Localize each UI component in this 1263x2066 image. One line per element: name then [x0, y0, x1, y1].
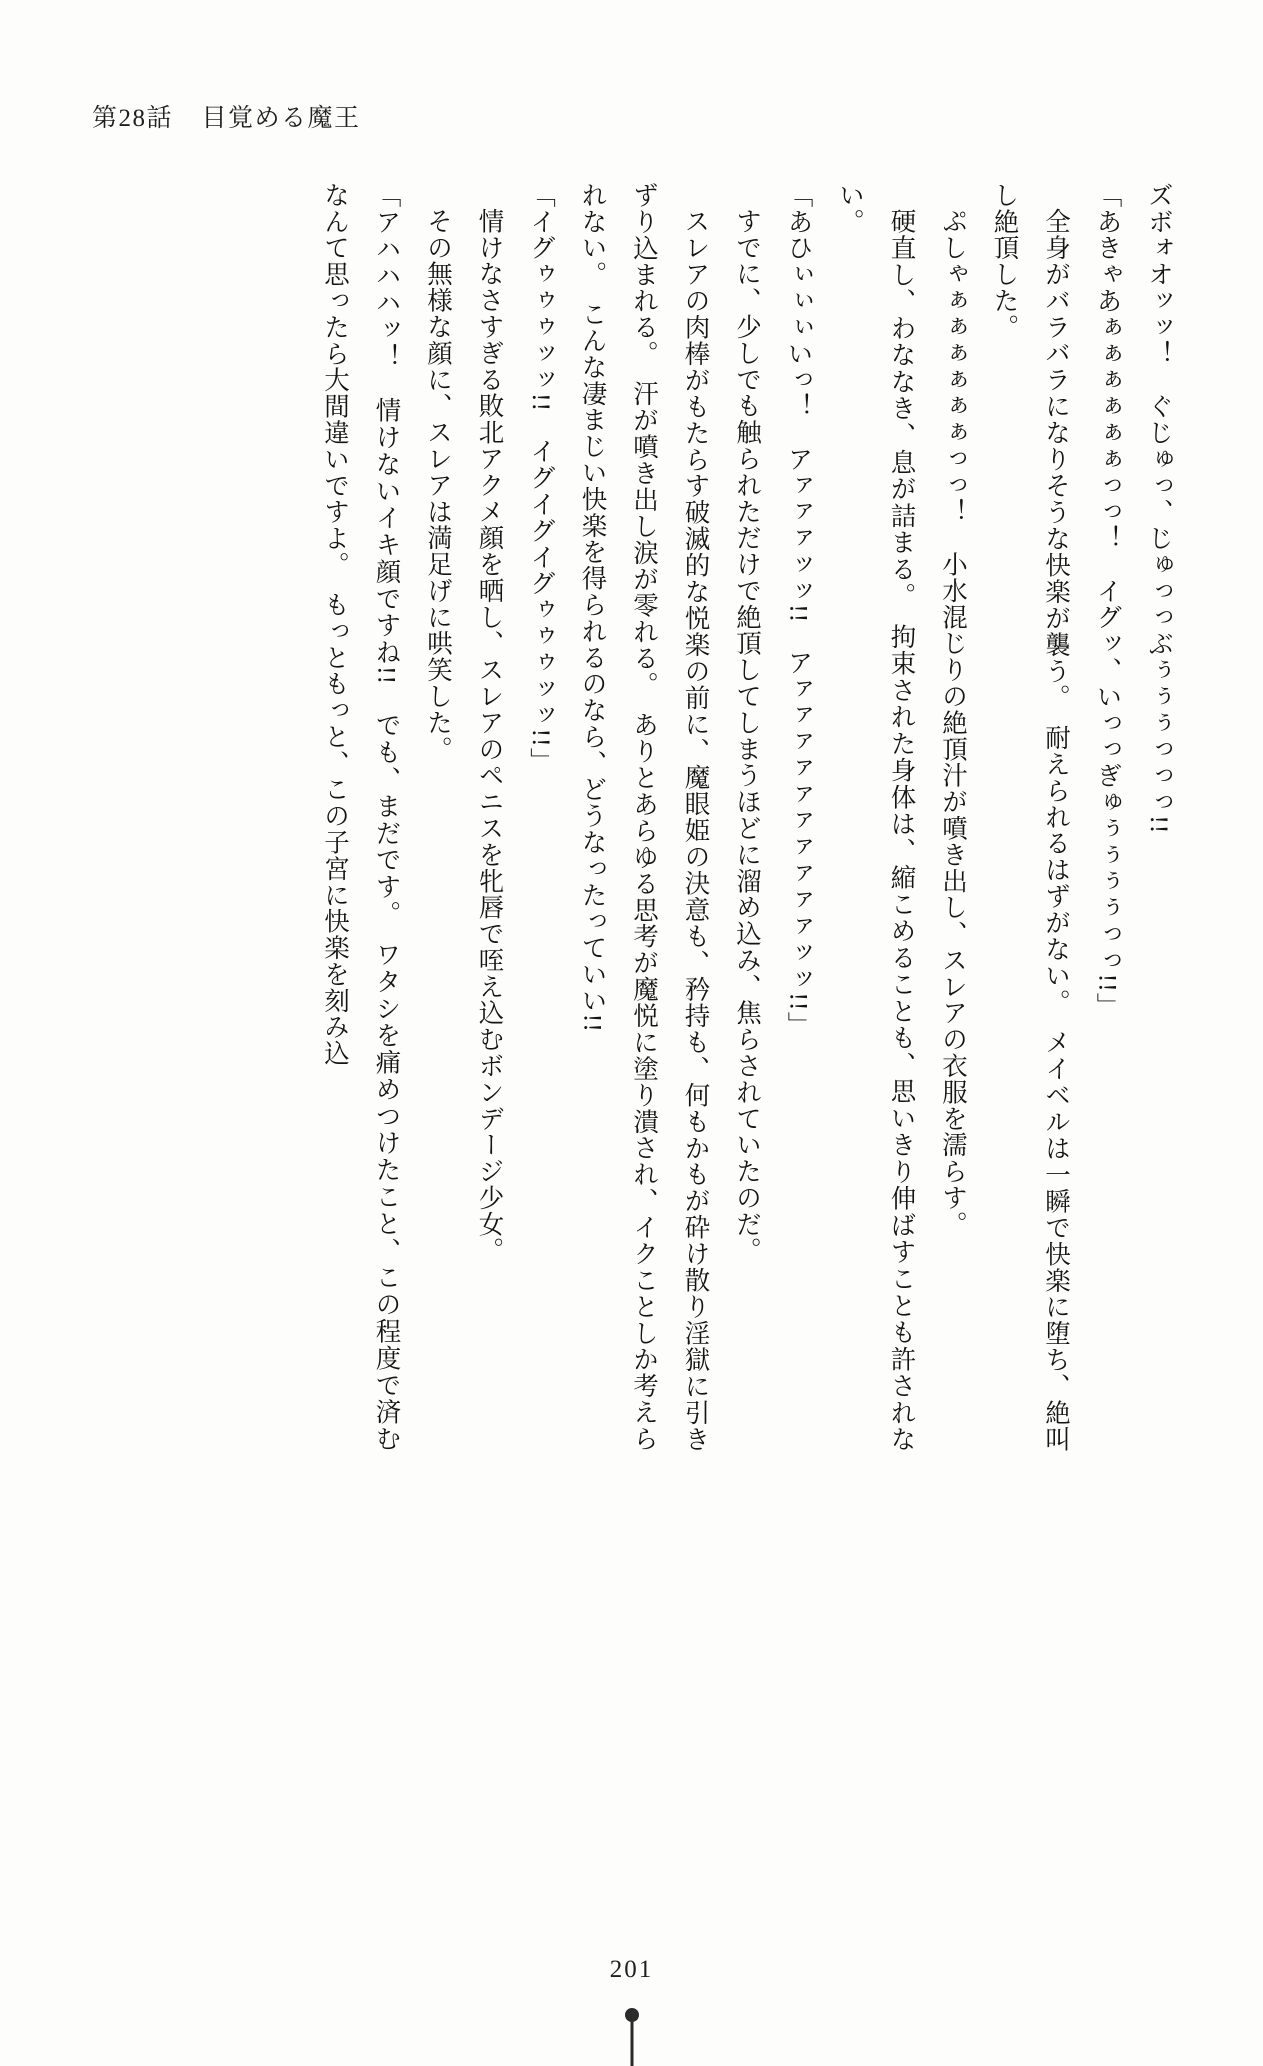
paragraph: ズボォオッッ！ ぐじゅっ、じゅっっぶぅぅぅっっっ!!: [1145, 182, 1174, 835]
paragraph: 「あきゃあぁぁぁぁぁぁっっ！ イグッ、いっっぎゅぅぅぅぅっっ!!」: [1093, 182, 1123, 1019]
spine-mark-decoration: [630, 2014, 633, 2066]
paragraph: 硬直し、わななき、息が詰まる。 拘束された身体は、縮こめることも、思いきり伸ばすことも許されない。: [836, 182, 917, 1452]
paragraph: 「イグゥゥゥッッ!! イグイグイグゥゥゥッッ!!」: [527, 182, 556, 774]
page-number: 201: [609, 1956, 654, 1983]
paragraph: すでに、少しでも触られただけで絶頂してしまうほどに溜め込み、焦らされていたのだ。: [733, 207, 762, 1264]
paragraph: 全身がバラバラになりそうな快楽が襲う。 耐えられるはずがない。 メイベルは一瞬で快楽に堕ち、絶叫し絶頂した。: [990, 182, 1071, 1452]
chapter-header: [92, 98, 361, 134]
paragraph: 「あひぃぃぃいっ！ アァァァッッ!! アァァァァァァァァァァッッ!!」: [784, 182, 814, 1038]
paragraph: 「アハハハッ！ 情けないイキ顔ですね!! でも、まだです。 ワタシを痛めつけたこと、この程度で済むなんて思ったら大間違いですよ。 もっともっと、この子宮に快楽を刻み込: [321, 182, 402, 1452]
paragraph: ぷしゃぁぁぁぁぁぁっっ！ 小水混じりの絶頂汁が噴き出し、スレアの衣服を濡らす。: [939, 207, 968, 1237]
body-text: [165, 182, 1185, 1452]
paragraph: その無様な顔に、スレアは満足げに哄笑した。: [424, 207, 453, 762]
paragraph: スレアの肉棒がもたらす破滅的な悦楽の前に、魔眼姫の決意も、矜持も、何もかもが砕け散り淫獄に引きずり込まれる。 汗が噴き出し涙が零れる。 ありとあらゆる思考が魔悦に塗り潰され、イクことしか考えられない。 こんな凄まじい快楽を得られるのなら、どうなったっていい!!: [578, 182, 711, 1452]
chapter-title: 目覚める魔王: [201, 105, 361, 132]
chapter-number: 第28話: [92, 105, 174, 132]
paragraph: 情けなさすぎる敗北アクメ顔を晒し、スレアのペニスを牝唇で咥え込むボンデージ少女。: [475, 207, 505, 1264]
